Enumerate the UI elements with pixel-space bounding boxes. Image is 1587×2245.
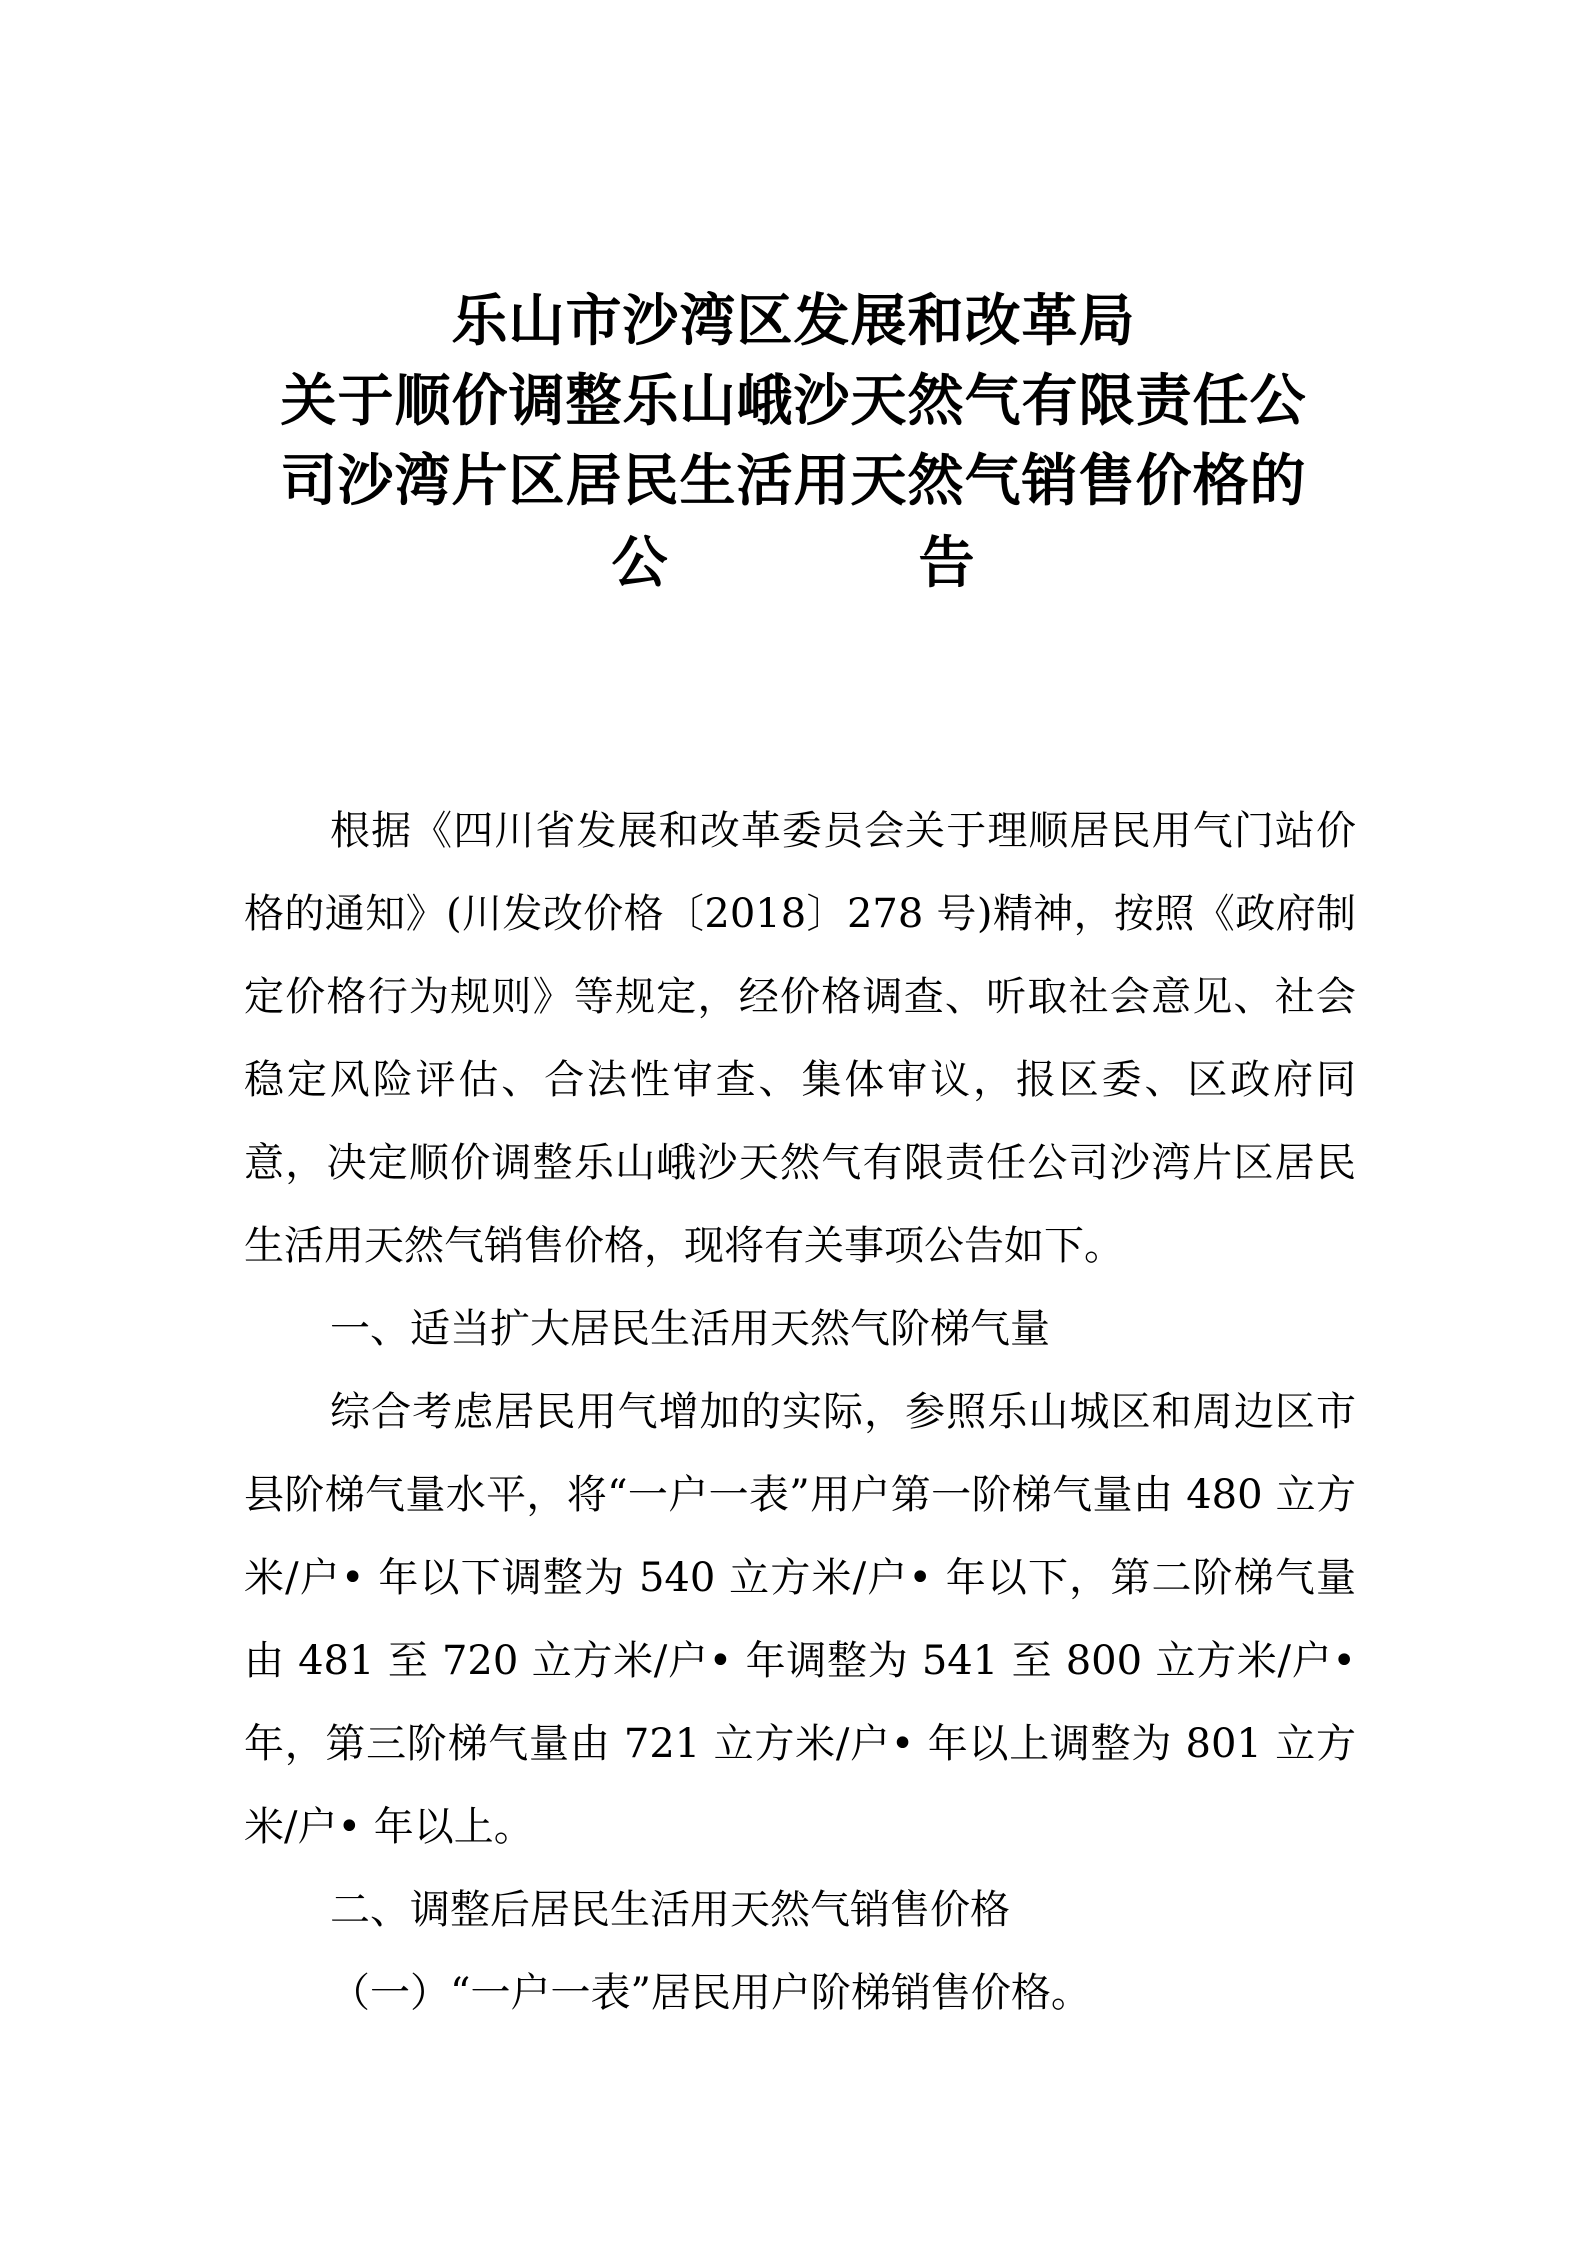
title-line-announcement [0,522,1587,604]
section-1-heading: 一、适当扩大居民生活用天然气阶梯气量 [330,1306,1050,1352]
intro-paragraph: 根据《四川省发展和改革委员会关于理顺居民用气门站价格的通知》(川发改价格〔2018〕278 号)精神，按照《政府制定价格行为规则》等规定，经价格调查、听取社会意见、社会稳定风险评估、合法性审查、集体审议，报区委、区政府同意，决定顺价调整乐山峨沙天然气有限责任公司沙湾片区居民生活用天然气销售价格，现将有关事项公告如下。 [244,808,1356,1269]
title-announcement-char-1: 公 [611,531,669,596]
document-body [244,790,1356,2035]
title-line-issuer: 乐山市沙湾区发展和改革局 [451,289,1136,354]
section-2-subheading-1: （一）“一户一表”居民用户阶梯销售价格。 [330,1970,1091,2016]
title-announcement-char-2: 告 [918,531,976,596]
section-2-heading: 二、调整后居民生活用天然气销售价格 [330,1887,1010,1933]
title-line-subject-2: 司沙湾片区居民生活用天然气销售价格的 [280,449,1307,514]
section-1-paragraph: 综合考虑居民用气增加的实际，参照乐山城区和周边区市县阶梯气量水平，将“一户一表”用户第一阶梯气量由 480 立方米/户• 年以下调整为 540 立方米/户• 年以下，第二阶梯气量由 481 至 720 立方米/户• 年调整为 541 至 800 立方米/户• 年，第三阶梯气量由 721 立方米/户• 年以上调整为 801 立方米/户• 年以上。 [244,1389,1356,1850]
document-title [0,282,1587,604]
title-line-subject-1: 关于顺价调整乐山峨沙天然气有限责任公 [280,369,1307,434]
